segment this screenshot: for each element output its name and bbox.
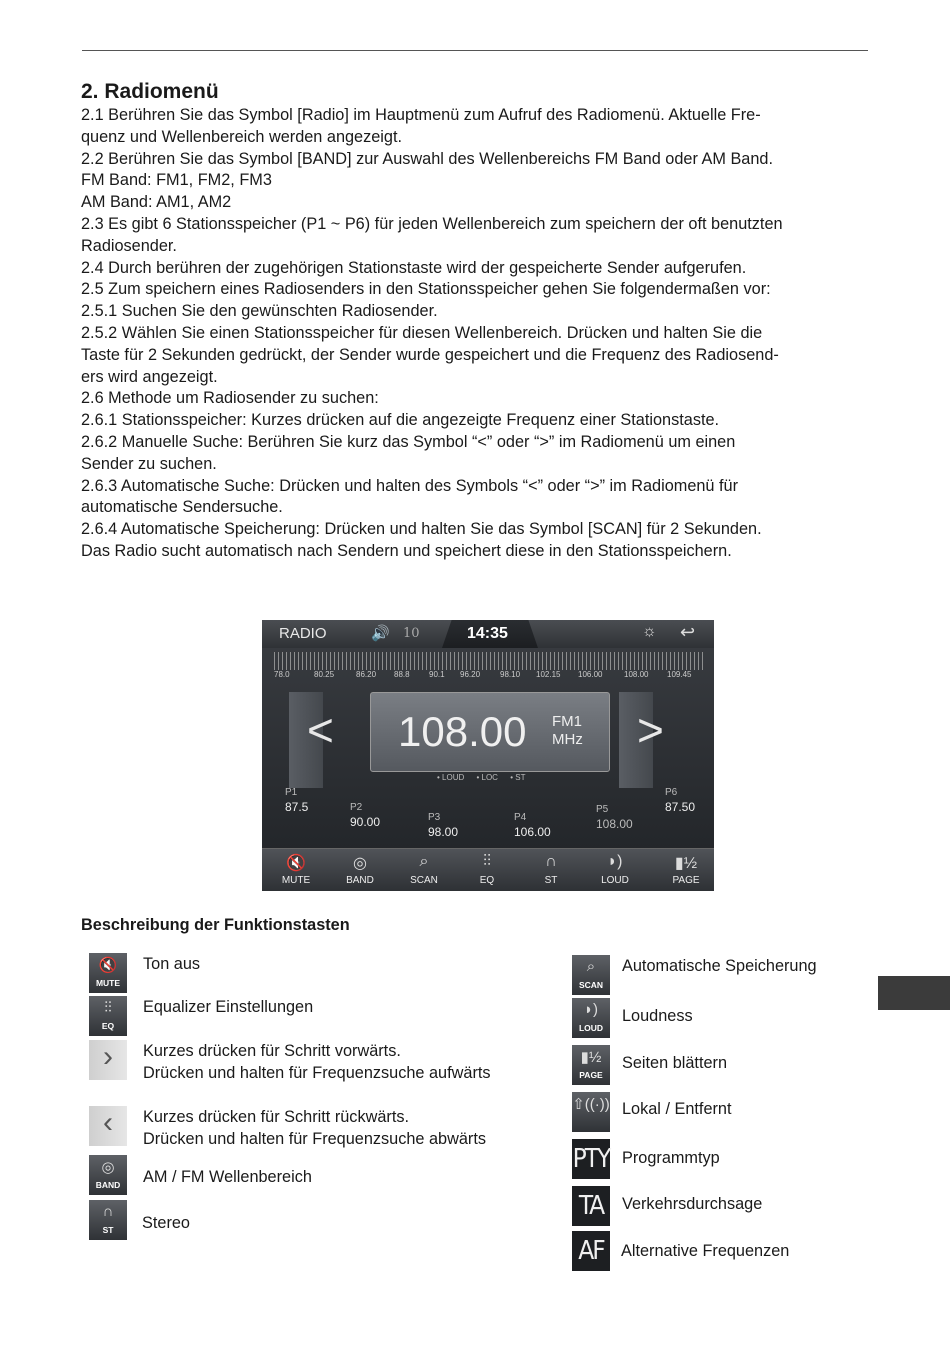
text-line: AM Band: AM1, AM2 xyxy=(81,193,232,212)
legend-text: Equalizer Einstellungen xyxy=(143,998,314,1016)
radio-bottom-bar xyxy=(262,848,714,891)
preset-label: P2 xyxy=(350,802,363,813)
text-line: Sender zu suchen. xyxy=(81,454,217,473)
search-icon: ⌕ xyxy=(419,853,429,870)
clock: 14:35 xyxy=(467,625,508,642)
chevron-right-icon: › xyxy=(89,1040,127,1080)
preset-value: 98.00 xyxy=(428,825,459,839)
page-icon: ▮½ PAGE xyxy=(572,1045,610,1085)
flag-st: • ST xyxy=(510,773,526,782)
preset-value: 87.50 xyxy=(665,800,696,814)
loudness-icon: ◗) LOUD xyxy=(572,998,610,1038)
band-button[interactable] xyxy=(330,849,390,891)
brightness-icon[interactable]: ☼ xyxy=(642,623,657,640)
legend-text xyxy=(143,1041,491,1085)
scan-label: SCAN xyxy=(410,875,438,886)
preset-value: 87.5 xyxy=(285,800,309,814)
legend-pty xyxy=(572,1139,720,1179)
page-icon: ▮½ xyxy=(674,855,698,872)
loudness-icon: ◗) xyxy=(607,853,623,870)
scale-tick: 106.00 xyxy=(578,670,603,679)
legend-text-line: Kurzes drücken für Schritt rückwärts. xyxy=(143,1108,410,1126)
chapter-tab xyxy=(878,976,950,1010)
legend-ta xyxy=(572,1186,762,1226)
eq-button[interactable] xyxy=(457,849,517,891)
text-line: 2.6 Methode um Radiosender zu suchen: xyxy=(81,389,379,408)
legend-text: Loudness xyxy=(622,1007,693,1025)
preset-label: P4 xyxy=(514,812,527,823)
legend-band xyxy=(89,1155,312,1195)
scale-ticks xyxy=(272,670,708,682)
preset-label: P6 xyxy=(665,787,678,798)
legend-text xyxy=(143,1107,486,1151)
scale-tick: 90.1 xyxy=(429,670,445,679)
local-distant-icon: ⇧((·)) xyxy=(572,1092,610,1132)
headphones-icon: ∩ ST xyxy=(89,1200,127,1240)
headphones-icon: ∩ xyxy=(545,853,557,870)
legend-text: Ton aus xyxy=(143,955,201,973)
legend-mute xyxy=(89,953,200,993)
page-label: PAGE xyxy=(672,875,700,886)
preset-label: P1 xyxy=(285,787,298,798)
mute-button[interactable] xyxy=(266,849,326,891)
body-text xyxy=(81,105,881,563)
text-line: 2.5.1 Suchen Sie den gewünschten Radiosender. xyxy=(81,302,438,321)
radio-title: RADIO xyxy=(279,625,327,642)
legend-af xyxy=(572,1231,789,1271)
loud-button[interactable] xyxy=(585,849,645,891)
preset-label: P3 xyxy=(428,812,441,823)
text-line: Taste für 2 Sekunden gedrückt, der Sender wurde gespeichert und die Frequenz des Radiosend- xyxy=(81,345,779,364)
stereo-label: ST xyxy=(544,875,558,886)
scale-tick: 102.15 xyxy=(536,670,561,679)
text-line: 2.6.1 Stationsspeicher: Kurzes drücken auf die angezeigte Frequenz einer Stationstaste. xyxy=(81,411,720,430)
text-line: Das Radio sucht automatisch nach Sendern und speichert diese in den Stationsspeichern. xyxy=(81,541,732,560)
af-icon: AF xyxy=(572,1231,610,1271)
seek-forward-icon[interactable]: > xyxy=(637,704,664,756)
legend-text: Verkehrsdurchsage xyxy=(622,1195,763,1213)
status-flags xyxy=(437,773,535,782)
legend-text: Lokal / Entfernt xyxy=(622,1100,732,1118)
text-line: 2.5.2 Wählen Sie einen Stationsspeicher für diesen Wellenbereich. Drücken und halten Sie die xyxy=(81,323,763,342)
scale-tick: 96.20 xyxy=(460,670,481,679)
legend-text-line: Drücken und halten für Frequenzsuche abwärts xyxy=(143,1129,487,1148)
radio-screen xyxy=(262,620,714,891)
legend-forward xyxy=(89,1040,491,1085)
page-button[interactable] xyxy=(656,849,714,891)
mute-icon: 🔇 xyxy=(286,855,306,872)
legend-text: Stereo xyxy=(142,1214,190,1232)
text-line: 2.4 Durch berühren der zugehörigen Stationstaste wird der gespeicherte Sender aufgerufen. xyxy=(81,258,747,277)
preset-p6[interactable] xyxy=(665,785,695,815)
chevron-left-icon: ‹ xyxy=(89,1106,127,1146)
flag-loud: • LOUD xyxy=(437,773,465,782)
preset-p4[interactable] xyxy=(514,810,551,840)
legend-stereo xyxy=(89,1200,190,1240)
loud-label: LOUD xyxy=(601,875,629,886)
legend-eq xyxy=(89,996,313,1036)
flag-loc: • LOC xyxy=(476,773,498,782)
header-rule xyxy=(82,50,868,51)
text-line: 2.6.3 Automatische Suche: Drücken und halten des Symbols “<” oder “>” im Radiomenü für xyxy=(81,476,739,495)
preset-value: 90.00 xyxy=(350,815,381,829)
legend-text: Programmtyp xyxy=(622,1149,720,1167)
legend-backward xyxy=(89,1106,486,1151)
seek-back-icon[interactable]: < xyxy=(307,704,334,756)
equalizer-icon: ⫶⫶ xyxy=(482,853,491,870)
band-label: BAND xyxy=(346,875,374,886)
scale-tick: 98.10 xyxy=(500,670,521,679)
unit-label: MHz xyxy=(552,731,583,748)
text-line: 2.1 Berühren Sie das Symbol [Radio] im Hauptmenü zum Aufruf des Radiomenü. Aktuelle Fre- xyxy=(81,106,761,124)
legend-title: Beschreibung der Funktionstasten xyxy=(81,916,350,934)
text-line: 2.5 Zum speichern eines Radiosenders in den Stationsspeicher gehen Sie folgendermaßen vor: xyxy=(81,280,771,299)
legend-local xyxy=(572,1092,732,1132)
eq-label: EQ xyxy=(479,875,495,886)
preset-value: 108.00 xyxy=(596,817,633,831)
frequency-display: 108.00 xyxy=(398,708,527,755)
preset-p2[interactable] xyxy=(350,800,380,830)
ta-icon: TA xyxy=(572,1186,610,1226)
legend-text: AM / FM Wellenbereich xyxy=(143,1168,312,1186)
band-unit xyxy=(552,713,583,749)
text-line: 2.2 Berühren Sie das Symbol [BAND] zur Auswahl des Wellenbereichs FM Band oder AM Band. xyxy=(81,149,773,168)
back-icon[interactable]: ↩ xyxy=(680,622,696,642)
text-line: 2.6.2 Manuelle Suche: Berühren Sie kurz das Symbol “<” oder “>” im Radiomenü um einen xyxy=(81,432,736,451)
search-icon: ⌕ SCAN xyxy=(572,955,610,995)
band-label: FM1 xyxy=(552,713,582,730)
text-line: FM Band: FM1, FM2, FM3 xyxy=(81,171,272,190)
legend-text: Automatische Speicherung xyxy=(622,957,817,975)
preset-p3[interactable] xyxy=(428,810,458,840)
mute-icon: 🔇 MUTE xyxy=(89,953,127,993)
scale-tick: 88.8 xyxy=(394,670,410,679)
legend-page xyxy=(572,1045,727,1085)
legend-scan xyxy=(572,955,817,995)
preset-label: P5 xyxy=(596,804,609,815)
scan-button[interactable] xyxy=(394,849,454,891)
scale-tick: 78.0 xyxy=(274,670,290,679)
preset-p1[interactable] xyxy=(285,785,308,815)
band-icon: ◎ xyxy=(353,855,367,872)
mute-label: MUTE xyxy=(281,875,311,886)
scale-tick: 108.00 xyxy=(624,670,649,679)
scale-tick: 80.25 xyxy=(314,670,335,679)
scale-tick: 86.20 xyxy=(356,670,377,679)
equalizer-icon: ⫶⫶ EQ xyxy=(89,996,127,1036)
pty-icon: PTY xyxy=(572,1139,610,1179)
band-icon: ◎ BAND xyxy=(89,1155,127,1195)
volume-level: 10 xyxy=(403,626,420,641)
text-line: ers wird angezeigt. xyxy=(81,367,218,386)
legend-text-line: Drücken und halten für Frequenzsuche aufwärts xyxy=(143,1063,491,1082)
frequency-scale[interactable] xyxy=(274,652,704,670)
text-line: 2.3 Es gibt 6 Stationsspeicher (P1 ~ P6) für jeden Wellenbereich zum speichern der oft benutzten xyxy=(81,214,783,233)
legend-text-line: Kurzes drücken für Schritt vorwärts. xyxy=(143,1042,401,1060)
preset-value: 106.00 xyxy=(514,825,551,839)
preset-p5[interactable] xyxy=(596,802,633,832)
legend-text: Seiten blättern xyxy=(622,1054,727,1072)
text-line: automatische Sendersuche. xyxy=(81,498,283,517)
legend-loud xyxy=(572,998,693,1038)
page-title: 2. Radiomenü xyxy=(81,80,219,103)
stereo-button[interactable] xyxy=(521,849,581,891)
text-line: Radiosender. xyxy=(81,236,177,255)
text-line: 2.6.4 Automatische Speicherung: Drücken und halten Sie das Symbol [SCAN] für 2 Sekunden. xyxy=(81,520,762,539)
legend-text: Alternative Frequenzen xyxy=(621,1242,790,1260)
text-line: quenz und Wellenbereich werden angezeigt. xyxy=(81,127,403,146)
volume-icon[interactable]: 🔊 xyxy=(371,625,390,642)
scale-tick: 109.45 xyxy=(667,670,692,679)
